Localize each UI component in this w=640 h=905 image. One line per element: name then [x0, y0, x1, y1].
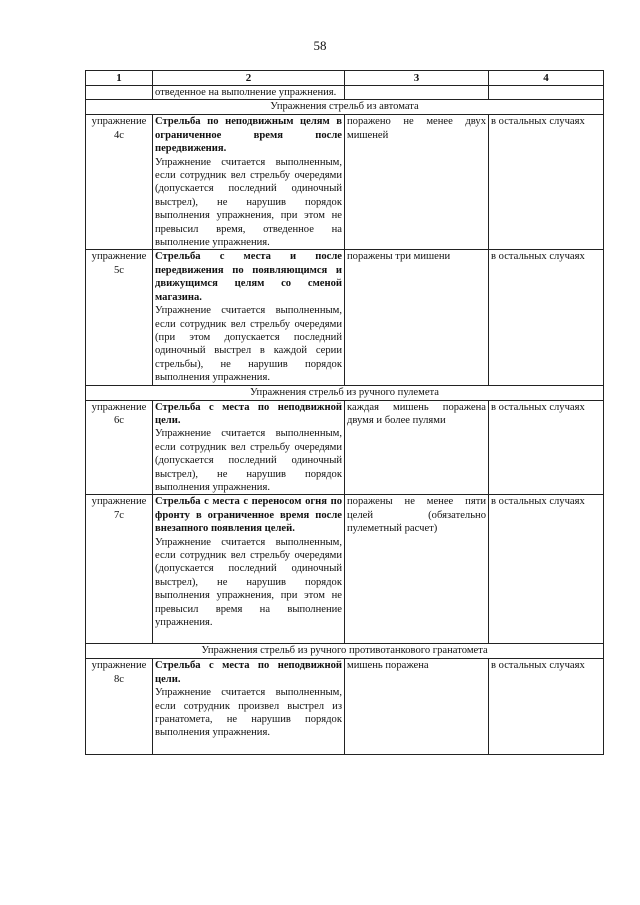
- table-row: [86, 250, 604, 385]
- exercise-title: Стрельба с места с переносом огня по фронту в ограниченное время после внезапного появления целей.: [155, 496, 342, 535]
- exercise-title: Стрельба с места по неподвижной цели.: [155, 401, 342, 426]
- exercise-description: Упражнение считается выполненным, если сотрудник вел стрельбу очередями (допускается последний одиночный выстрел), не нарушив порядок выполнения упражнения, при этом не превысил время на выполнение упражнения.: [155, 536, 342, 629]
- table-row: [86, 400, 604, 495]
- pass-condition: поражены три мишени: [345, 250, 489, 385]
- table-row: [86, 115, 604, 250]
- header-col-2: 2: [153, 71, 345, 86]
- exercise-title: Стрельба по неподвижным целям в ограниченное время после передвижения.: [155, 116, 342, 155]
- exercise-number: упражнение 6с: [86, 400, 153, 495]
- fail-condition: в остальных случаях: [489, 400, 604, 495]
- pass-condition: мишень поражена: [345, 659, 489, 754]
- fail-condition: в остальных случаях: [489, 495, 604, 644]
- page-number: 58: [313, 38, 327, 53]
- exercise-description: Упражнение считается выполненным, если сотрудник вел стрельбу очередями (допускается последний одиночный выстрел), не нарушив порядок выполнения упражнения, при этом не превысил время, отведенное на выполнение упражнения.: [155, 156, 342, 249]
- exercise-number: упражнение 5с: [86, 250, 153, 385]
- pass-condition: поражено не менее двух мишеней: [345, 115, 489, 250]
- header-col-3: 3: [345, 71, 489, 86]
- section-title: Упражнения стрельб из ручного пулемета: [86, 385, 604, 400]
- exercise-table: [85, 70, 604, 755]
- pass-condition: каждая мишень поражена двумя и более пулями: [345, 400, 489, 495]
- exercise-description: Упражнение считается выполненным, если сотрудник вел стрельбу очередями (при этом допускается последний одиночный выстрел в каждой серии стрельбы), не нарушив порядок выполнения упражнения.: [155, 305, 342, 384]
- section-row: [86, 644, 604, 659]
- exercise-title: Стрельба с места по неподвижной цели.: [155, 660, 342, 685]
- exercise-description: Упражнение считается выполненным, если сотрудник произвел выстрел из гранатомета, не нарушив порядок выполнения упражнения.: [155, 687, 342, 739]
- exercise-number: упражнение 4с: [86, 115, 153, 250]
- fail-condition: в остальных случаях: [489, 250, 604, 385]
- header-col-4: 4: [489, 71, 604, 86]
- carryover-row: [86, 86, 604, 100]
- table-row: [86, 495, 604, 644]
- header-col-1: 1: [86, 71, 153, 86]
- section-row: [86, 385, 604, 400]
- carryover-text: отведенное на выполнение упражнения.: [155, 87, 337, 98]
- exercise-description: Упражнение считается выполненным, если сотрудник вел стрельбу очередями (допускается последний одиночный выстрел), не нарушив порядок выполнения упражнения.: [155, 428, 342, 493]
- section-title: Упражнения стрельб из автомата: [86, 100, 604, 115]
- fail-condition: в остальных случаях: [489, 659, 604, 754]
- section-row: [86, 100, 604, 115]
- fail-condition: в остальных случаях: [489, 115, 604, 250]
- pass-condition: поражены не менее пяти целей (обязательно пулеметный расчет): [345, 495, 489, 644]
- section-title: Упражнения стрельб из ручного противотанкового гранатомета: [86, 644, 604, 659]
- exercise-title: Стрельба с места и после передвижения по появляющимся и движущимся целям со сменой магазина.: [155, 251, 342, 303]
- exercise-number: упражнение 7с: [86, 495, 153, 644]
- table-header-row: [86, 71, 604, 86]
- exercise-number: упражнение 8с: [86, 659, 153, 754]
- table-row: [86, 659, 604, 754]
